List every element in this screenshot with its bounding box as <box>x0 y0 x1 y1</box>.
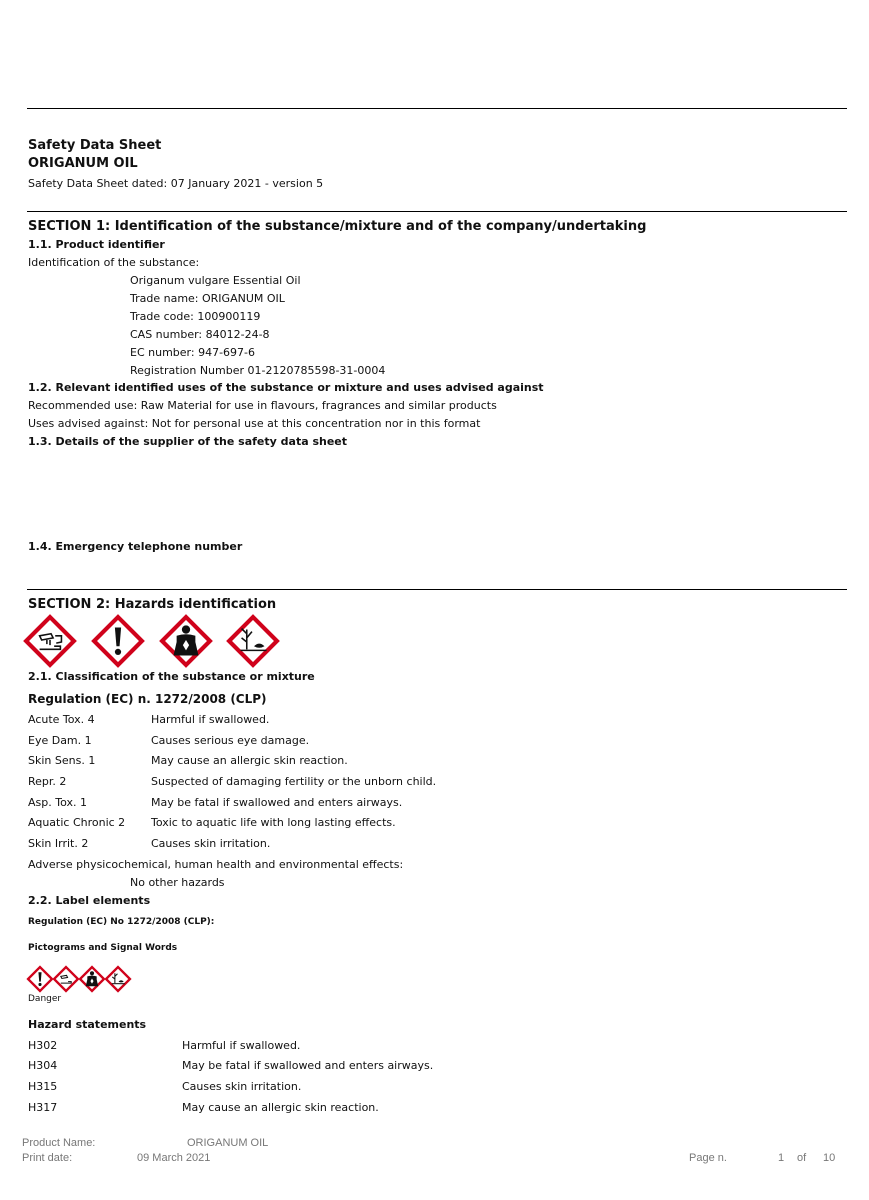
health-hazard-icon <box>79 966 105 992</box>
adverse-effects-label: Adverse physicochemical, human health and environmental effects: <box>28 858 404 871</box>
hazard-text: May cause an allergic skin reaction. <box>182 1101 379 1114</box>
footer-print-label: Print date: <box>22 1152 73 1164</box>
environment-icon <box>105 966 131 992</box>
id-line: Trade code: 100900119 <box>130 310 261 323</box>
hazard-code: H302 <box>28 1039 58 1052</box>
sds-date: Safety Data Sheet dated: 07 January 2021 - version 5 <box>28 177 324 190</box>
signal-word: Danger <box>28 994 62 1004</box>
health-hazard-icon <box>160 615 212 667</box>
footer-print-value: 09 March 2021 <box>137 1152 211 1164</box>
section2-title: SECTION 2: Hazards identification <box>28 597 277 612</box>
id-line: CAS number: 84012-24-8 <box>130 328 270 341</box>
recommended-use: Recommended use: Raw Material for use in flavours, fragrances and similar products <box>28 399 497 412</box>
footer-page-total: 10 <box>823 1152 836 1164</box>
classification-code: Eye Dam. 1 <box>28 734 92 747</box>
adverse-effects-value: No other hazards <box>130 876 225 889</box>
uses-advised-against: Uses advised against: Not for personal use at this concentration nor in this format <box>28 417 481 430</box>
hazard-statements-title: Hazard statements <box>28 1018 147 1031</box>
classification-code: Acute Tox. 4 <box>28 713 95 726</box>
regulation-title: Regulation (EC) n. 1272/2008 (CLP) <box>28 692 267 706</box>
s22-title: 2.2. Label elements <box>28 894 151 907</box>
hazard-code: H317 <box>28 1101 58 1114</box>
s11-title: 1.1. Product identifier <box>28 238 165 251</box>
s14-title: 1.4. Emergency telephone number <box>28 540 243 553</box>
footer-product-label: Product Name: <box>22 1137 96 1149</box>
id-line: EC number: 947-697-6 <box>130 346 255 359</box>
id-line: Registration Number 01-2120785598-31-0004 <box>130 364 386 377</box>
id-line: Origanum vulgare Essential Oil <box>130 274 301 287</box>
section1-title: SECTION 1: Identification of the substance/mixture and of the company/undertaking <box>28 219 647 234</box>
footer-product-value: ORIGANUM OIL <box>187 1137 269 1149</box>
s13-title: 1.3. Details of the supplier of the safety data sheet <box>28 435 348 448</box>
footer-page-of: of <box>797 1152 807 1164</box>
footer-page-label: Page n. <box>689 1152 727 1164</box>
footer-page-current: 1 <box>778 1152 785 1164</box>
hazard-text: Causes skin irritation. <box>182 1080 302 1093</box>
classification-code: Skin Sens. 1 <box>28 754 96 767</box>
classification-code: Skin Irrit. 2 <box>28 837 89 850</box>
classification-text: May cause an allergic skin reaction. <box>151 754 348 767</box>
classification-code: Repr. 2 <box>28 775 67 788</box>
classification-code: Aquatic Chronic 2 <box>28 816 126 829</box>
label-regulation: Regulation (EC) No 1272/2008 (CLP): <box>28 917 215 927</box>
classification-text: May be fatal if swallowed and enters airways. <box>151 796 403 809</box>
classification-text: Toxic to aquatic life with long lasting effects. <box>151 816 396 829</box>
classification-text: Suspected of damaging fertility or the unborn child. <box>151 775 437 788</box>
classification-code: Asp. Tox. 1 <box>28 796 87 809</box>
hazard-code: H304 <box>28 1059 58 1072</box>
hazard-text: May be fatal if swallowed and enters airways. <box>182 1059 434 1072</box>
id-line: Trade name: ORIGANUM OIL <box>130 292 285 305</box>
id-label: Identification of the substance: <box>28 256 200 269</box>
pictograms-signal-label: Pictograms and Signal Words <box>28 943 178 953</box>
s21-title: 2.1. Classification of the substance or mixture <box>28 670 315 683</box>
section1-rule <box>27 211 847 212</box>
corrosion-icon <box>24 615 76 667</box>
top-rule <box>27 108 847 109</box>
hazard-text: Harmful if swallowed. <box>182 1039 301 1052</box>
classification-text: Causes skin irritation. <box>151 837 271 850</box>
s12-title: 1.2. Relevant identified uses of the substance or mixture and uses advised against <box>28 381 544 394</box>
exclamation-icon <box>92 615 144 667</box>
environment-icon <box>227 615 279 667</box>
section2-rule <box>27 589 847 590</box>
doc-type: Safety Data Sheet <box>28 138 162 153</box>
classification-text: Harmful if swallowed. <box>151 713 270 726</box>
corrosion-icon <box>53 966 79 992</box>
classification-text: Causes serious eye damage. <box>151 734 310 747</box>
exclamation-icon <box>27 966 53 992</box>
hazard-code: H315 <box>28 1080 58 1093</box>
product-name: ORIGANUM OIL <box>28 156 138 171</box>
